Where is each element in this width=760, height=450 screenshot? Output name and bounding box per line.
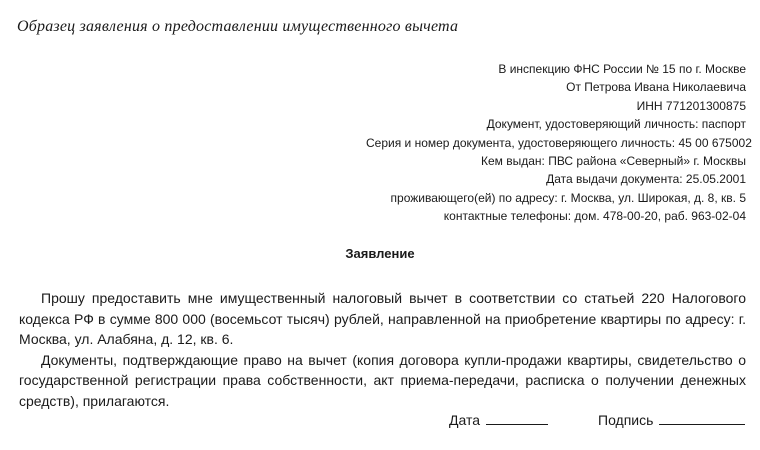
date-field [449,410,548,428]
header-line-phones: контактные телефоны: дом. 478-00-20, раб. 963-02-04 [443,209,746,224]
header-line-inspection: В инспекцию ФНС России № 15 по г. Москве [498,62,746,76]
signature-blank-line [659,410,745,425]
header-line-inn: ИНН 771201300875 [636,98,746,113]
signature-label: Подпись [598,412,654,428]
application-body [19,288,746,412]
header-line-from: От Петрова Ивана Николаевича [566,80,746,95]
body-paragraph-request: Прошу предоставить мне имущественный налоговый вычет в соответствии со статьей 220 Налогового кодекса РФ в сумме 800 000 (восемьсот тысяч) рублей, направленной на приобретение квартиры по адресу: г. Москва, ул. Алабяна, д. 12, кв. 6. [19,290,746,348]
date-label: Дата [449,412,481,428]
applicant-header-block [366,60,752,226]
header-line-address: проживающего(ей) по адресу: г. Москва, ул. Широкая, д. 8, кв. 5 [390,190,746,205]
header-line-id-document: Документ, удостоверяющий личность: паспорт [486,117,746,132]
body-paragraph-documents: Документы, подтверждающие право на вычет (копия договора купли-продажи квартиры, свидетельство о государственной регистрации права собственности, акт приема-передачи, расписка о получении денежных средств), прилагаются. [19,351,746,409]
header-line-series-number: Серия и номер документа, удостоверяющего личность: 45 00 675002 [366,135,752,150]
application-heading: Заявление [345,246,415,261]
header-line-issue-date: Дата выдачи документа: 25.05.2001 [546,172,746,187]
document-title: Образец заявления о предоставлении имущественного вычета [17,18,459,35]
signature-field [598,410,745,428]
header-line-issued-by: Кем выдан: ПВС района «Северный» г. Москвы [480,154,746,169]
date-blank-line [486,410,548,425]
